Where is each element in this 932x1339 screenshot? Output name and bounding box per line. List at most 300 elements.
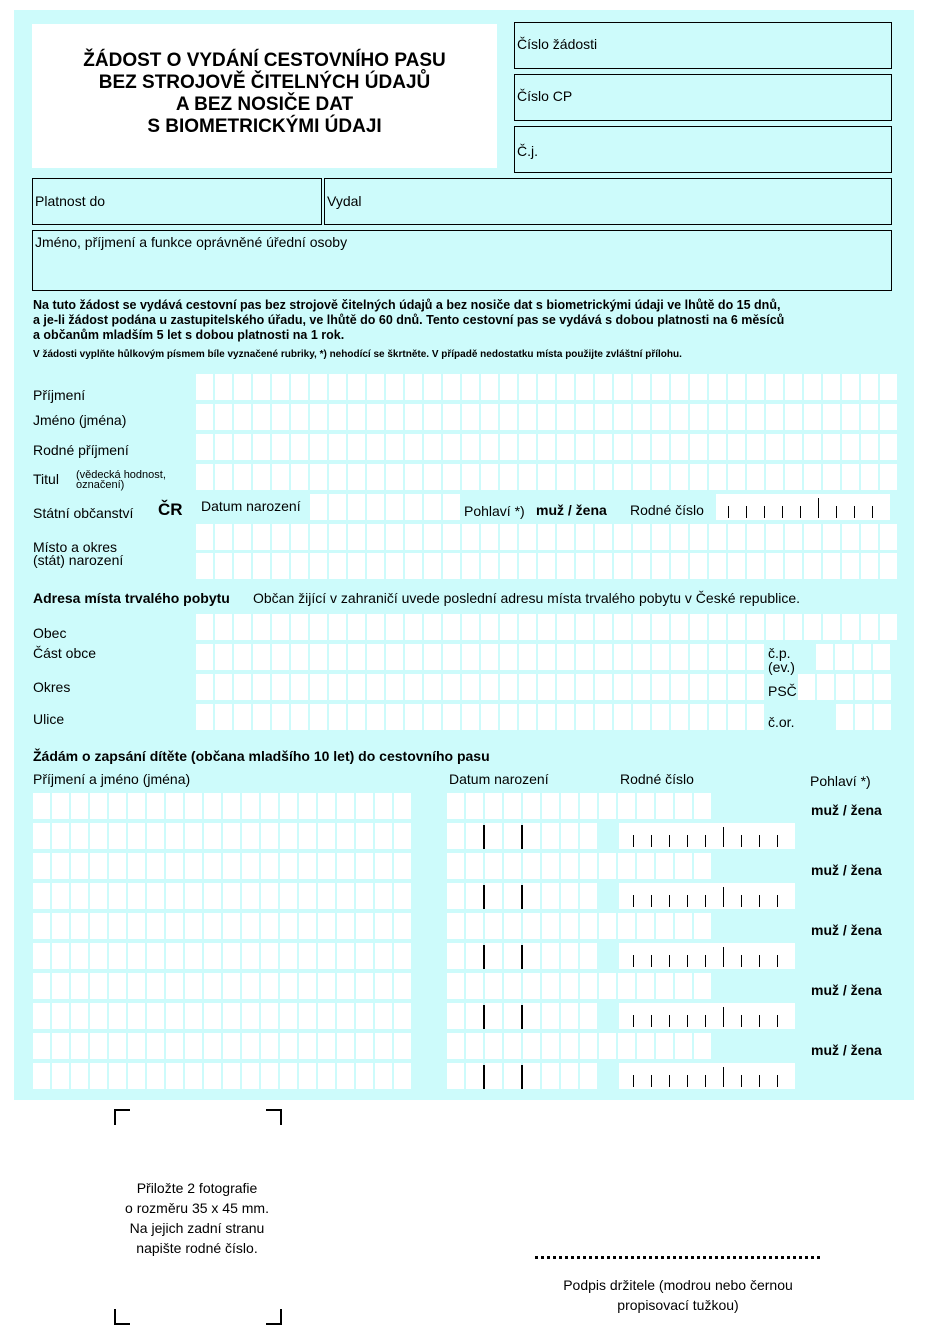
char-cell[interactable] [880, 524, 897, 550]
char-cell[interactable] [196, 553, 213, 579]
char-cell[interactable] [280, 1033, 297, 1059]
char-cell[interactable] [481, 524, 498, 550]
char-cell[interactable] [542, 823, 559, 849]
misto-narozeni-cells2[interactable] [196, 553, 899, 579]
char-cell[interactable] [253, 614, 270, 640]
char-cell[interactable] [405, 464, 422, 490]
char-cell[interactable] [310, 404, 327, 430]
char-cell[interactable] [310, 644, 327, 670]
char-cell[interactable] [310, 494, 327, 520]
child-name-cells[interactable] [33, 913, 413, 939]
char-cell[interactable] [204, 853, 221, 879]
char-cell[interactable] [709, 524, 726, 550]
char-cell[interactable] [538, 404, 555, 430]
char-cell[interactable] [538, 524, 555, 550]
char-cell[interactable] [523, 823, 540, 849]
pohlavi-muz-zena[interactable]: muž / žena [536, 502, 607, 518]
char-cell[interactable] [318, 943, 335, 969]
char-cell[interactable] [299, 823, 316, 849]
char-cell[interactable] [466, 973, 483, 999]
char-cell[interactable] [71, 823, 88, 849]
char-cell[interactable] [147, 793, 164, 819]
char-cell[interactable] [367, 434, 384, 460]
char-cell[interactable] [424, 404, 441, 430]
char-cell[interactable] [633, 614, 650, 640]
char-cell[interactable] [466, 913, 483, 939]
char-cell[interactable] [242, 793, 259, 819]
char-cell[interactable] [500, 614, 517, 640]
char-cell[interactable] [253, 674, 270, 700]
char-cell[interactable] [386, 553, 403, 579]
char-cell[interactable] [462, 374, 479, 400]
char-cell[interactable] [204, 913, 221, 939]
child-name-cells[interactable] [33, 943, 413, 969]
char-cell[interactable] [656, 973, 673, 999]
char-cell[interactable] [747, 404, 764, 430]
char-cell[interactable] [671, 644, 688, 670]
char-cell[interactable] [215, 644, 232, 670]
char-cell[interactable] [709, 553, 726, 579]
char-cell[interactable] [166, 913, 183, 939]
char-cell[interactable] [71, 973, 88, 999]
char-cell[interactable] [675, 973, 692, 999]
char-cell[interactable] [500, 464, 517, 490]
char-cell[interactable] [747, 553, 764, 579]
char-cell[interactable] [580, 1003, 597, 1029]
char-cell[interactable] [542, 883, 559, 909]
char-cell[interactable] [785, 524, 802, 550]
child-date-cells[interactable] [447, 823, 599, 849]
char-cell[interactable] [367, 524, 384, 550]
char-cell[interactable] [71, 1033, 88, 1059]
char-cell[interactable] [242, 1003, 259, 1029]
char-cell[interactable] [466, 823, 483, 849]
char-cell[interactable] [394, 793, 411, 819]
char-cell[interactable] [223, 883, 240, 909]
cast-obce-cells[interactable] [196, 644, 766, 670]
child-sex-option[interactable]: muž / žena [811, 802, 882, 818]
char-cell[interactable] [234, 614, 251, 640]
char-cell[interactable] [33, 793, 50, 819]
char-cell[interactable] [375, 913, 392, 939]
char-cell[interactable] [196, 644, 213, 670]
char-cell[interactable] [272, 704, 289, 730]
char-cell[interactable] [253, 464, 270, 490]
char-cell[interactable] [671, 434, 688, 460]
char-cell[interactable] [443, 614, 460, 640]
opravnena-osoba-field[interactable] [32, 230, 892, 291]
char-cell[interactable] [166, 1003, 183, 1029]
char-cell[interactable] [675, 853, 692, 879]
char-cell[interactable] [52, 1033, 69, 1059]
char-cell[interactable] [842, 524, 859, 550]
char-cell[interactable] [709, 614, 726, 640]
char-cell[interactable] [766, 374, 783, 400]
child-name-cells[interactable] [33, 883, 413, 909]
char-cell[interactable] [356, 913, 373, 939]
char-cell[interactable] [367, 404, 384, 430]
char-cell[interactable] [580, 793, 597, 819]
char-cell[interactable] [656, 1033, 673, 1059]
char-cell[interactable] [405, 434, 422, 460]
char-cell[interactable] [874, 704, 891, 730]
char-cell[interactable] [280, 883, 297, 909]
child-name-cells[interactable] [33, 853, 413, 879]
child-date-cells[interactable] [447, 853, 713, 879]
char-cell[interactable] [166, 1063, 183, 1089]
char-cell[interactable] [557, 434, 574, 460]
char-cell[interactable] [261, 913, 278, 939]
char-cell[interactable] [253, 644, 270, 670]
char-cell[interactable] [576, 614, 593, 640]
char-cell[interactable] [690, 553, 707, 579]
char-cell[interactable] [614, 674, 631, 700]
char-cell[interactable] [329, 524, 346, 550]
char-cell[interactable] [656, 853, 673, 879]
char-cell[interactable] [523, 913, 540, 939]
char-cell[interactable] [542, 1003, 559, 1029]
char-cell[interactable] [424, 674, 441, 700]
char-cell[interactable] [253, 434, 270, 460]
char-cell[interactable] [242, 853, 259, 879]
char-cell[interactable] [223, 823, 240, 849]
cp-cells[interactable] [816, 644, 892, 670]
char-cell[interactable] [466, 793, 483, 819]
char-cell[interactable] [504, 913, 521, 939]
char-cell[interactable] [633, 553, 650, 579]
char-cell[interactable] [842, 434, 859, 460]
char-cell[interactable] [261, 853, 278, 879]
char-cell[interactable] [766, 614, 783, 640]
child-date-cells[interactable] [447, 973, 713, 999]
char-cell[interactable] [128, 1003, 145, 1029]
char-cell[interactable] [618, 853, 635, 879]
char-cell[interactable] [215, 704, 232, 730]
char-cell[interactable] [618, 913, 635, 939]
char-cell[interactable] [318, 973, 335, 999]
char-cell[interactable] [542, 973, 559, 999]
char-cell[interactable] [462, 674, 479, 700]
char-cell[interactable] [272, 553, 289, 579]
char-cell[interactable] [816, 644, 833, 670]
char-cell[interactable] [443, 494, 460, 520]
char-cell[interactable] [253, 524, 270, 550]
char-cell[interactable] [633, 674, 650, 700]
char-cell[interactable] [466, 943, 483, 969]
char-cell[interactable] [424, 374, 441, 400]
char-cell[interactable] [356, 1063, 373, 1089]
char-cell[interactable] [561, 943, 578, 969]
char-cell[interactable] [443, 464, 460, 490]
char-cell[interactable] [234, 464, 251, 490]
char-cell[interactable] [405, 674, 422, 700]
char-cell[interactable] [785, 434, 802, 460]
char-cell[interactable] [595, 553, 612, 579]
char-cell[interactable] [614, 434, 631, 460]
char-cell[interactable] [542, 943, 559, 969]
char-cell[interactable] [576, 674, 593, 700]
char-cell[interactable] [447, 1003, 464, 1029]
char-cell[interactable] [223, 973, 240, 999]
char-cell[interactable] [637, 793, 654, 819]
char-cell[interactable] [375, 883, 392, 909]
char-cell[interactable] [280, 1063, 297, 1089]
char-cell[interactable] [447, 853, 464, 879]
child-rodne-cislo-field[interactable] [619, 883, 795, 909]
char-cell[interactable] [595, 644, 612, 670]
char-cell[interactable] [52, 823, 69, 849]
char-cell[interactable] [481, 704, 498, 730]
char-cell[interactable] [728, 644, 745, 670]
char-cell[interactable] [310, 374, 327, 400]
char-cell[interactable] [709, 434, 726, 460]
child-date-cells[interactable] [447, 943, 599, 969]
char-cell[interactable] [671, 553, 688, 579]
char-cell[interactable] [280, 823, 297, 849]
char-cell[interactable] [766, 404, 783, 430]
char-cell[interactable] [90, 793, 107, 819]
char-cell[interactable] [561, 1063, 578, 1089]
char-cell[interactable] [261, 1033, 278, 1059]
char-cell[interactable] [538, 704, 555, 730]
char-cell[interactable] [242, 973, 259, 999]
char-cell[interactable] [519, 704, 536, 730]
char-cell[interactable] [766, 464, 783, 490]
char-cell[interactable] [196, 614, 213, 640]
char-cell[interactable] [147, 823, 164, 849]
char-cell[interactable] [614, 464, 631, 490]
child-rodne-cislo-field[interactable] [619, 1003, 795, 1029]
char-cell[interactable] [33, 973, 50, 999]
char-cell[interactable] [394, 913, 411, 939]
char-cell[interactable] [71, 943, 88, 969]
char-cell[interactable] [861, 464, 878, 490]
platnost-do-field[interactable] [32, 178, 322, 225]
char-cell[interactable] [261, 793, 278, 819]
char-cell[interactable] [690, 644, 707, 670]
char-cell[interactable] [561, 973, 578, 999]
char-cell[interactable] [375, 853, 392, 879]
char-cell[interactable] [367, 553, 384, 579]
char-cell[interactable] [690, 614, 707, 640]
char-cell[interactable] [394, 853, 411, 879]
char-cell[interactable] [709, 404, 726, 430]
char-cell[interactable] [652, 524, 669, 550]
obec-cells[interactable] [196, 614, 899, 640]
char-cell[interactable] [690, 464, 707, 490]
char-cell[interactable] [90, 1063, 107, 1089]
char-cell[interactable] [215, 464, 232, 490]
char-cell[interactable] [291, 464, 308, 490]
char-cell[interactable] [747, 524, 764, 550]
char-cell[interactable] [466, 1003, 483, 1029]
char-cell[interactable] [299, 973, 316, 999]
char-cell[interactable] [348, 524, 365, 550]
char-cell[interactable] [675, 913, 692, 939]
char-cell[interactable] [728, 553, 745, 579]
char-cell[interactable] [599, 1033, 616, 1059]
char-cell[interactable] [485, 823, 502, 849]
char-cell[interactable] [804, 374, 821, 400]
char-cell[interactable] [185, 853, 202, 879]
char-cell[interactable] [709, 464, 726, 490]
char-cell[interactable] [215, 674, 232, 700]
char-cell[interactable] [90, 973, 107, 999]
char-cell[interactable] [234, 644, 251, 670]
signature-line[interactable] [535, 1256, 820, 1259]
char-cell[interactable] [861, 374, 878, 400]
char-cell[interactable] [109, 793, 126, 819]
char-cell[interactable] [71, 1063, 88, 1089]
char-cell[interactable] [33, 853, 50, 879]
char-cell[interactable] [817, 674, 834, 700]
char-cell[interactable] [242, 943, 259, 969]
char-cell[interactable] [185, 1033, 202, 1059]
char-cell[interactable] [272, 644, 289, 670]
char-cell[interactable] [523, 1003, 540, 1029]
char-cell[interactable] [337, 943, 354, 969]
char-cell[interactable] [542, 913, 559, 939]
char-cell[interactable] [318, 913, 335, 939]
char-cell[interactable] [234, 404, 251, 430]
char-cell[interactable] [485, 973, 502, 999]
char-cell[interactable] [337, 1033, 354, 1059]
child-rodne-cislo-field[interactable] [619, 943, 795, 969]
char-cell[interactable] [147, 853, 164, 879]
char-cell[interactable] [424, 524, 441, 550]
char-cell[interactable] [109, 883, 126, 909]
char-cell[interactable] [242, 883, 259, 909]
char-cell[interactable] [823, 553, 840, 579]
char-cell[interactable] [690, 404, 707, 430]
char-cell[interactable] [519, 404, 536, 430]
char-cell[interactable] [234, 553, 251, 579]
char-cell[interactable] [599, 973, 616, 999]
char-cell[interactable] [367, 464, 384, 490]
char-cell[interactable] [147, 1033, 164, 1059]
char-cell[interactable] [337, 853, 354, 879]
char-cell[interactable] [443, 434, 460, 460]
char-cell[interactable] [481, 374, 498, 400]
char-cell[interactable] [348, 553, 365, 579]
char-cell[interactable] [500, 674, 517, 700]
char-cell[interactable] [337, 1063, 354, 1089]
char-cell[interactable] [595, 434, 612, 460]
char-cell[interactable] [52, 913, 69, 939]
psc-cells[interactable] [798, 674, 893, 700]
char-cell[interactable] [561, 883, 578, 909]
char-cell[interactable] [109, 1003, 126, 1029]
char-cell[interactable] [424, 614, 441, 640]
char-cell[interactable] [90, 943, 107, 969]
char-cell[interactable] [637, 1033, 654, 1059]
char-cell[interactable] [798, 674, 815, 700]
char-cell[interactable] [196, 404, 213, 430]
char-cell[interactable] [272, 464, 289, 490]
char-cell[interactable] [557, 644, 574, 670]
char-cell[interactable] [523, 793, 540, 819]
char-cell[interactable] [318, 1003, 335, 1029]
char-cell[interactable] [880, 464, 897, 490]
char-cell[interactable] [242, 823, 259, 849]
char-cell[interactable] [90, 883, 107, 909]
char-cell[interactable] [291, 404, 308, 430]
char-cell[interactable] [204, 1033, 221, 1059]
char-cell[interactable] [337, 793, 354, 819]
char-cell[interactable] [147, 973, 164, 999]
char-cell[interactable] [675, 1033, 692, 1059]
char-cell[interactable] [694, 1033, 711, 1059]
char-cell[interactable] [823, 614, 840, 640]
char-cell[interactable] [367, 704, 384, 730]
char-cell[interactable] [485, 943, 502, 969]
char-cell[interactable] [280, 913, 297, 939]
char-cell[interactable] [538, 374, 555, 400]
char-cell[interactable] [356, 973, 373, 999]
char-cell[interactable] [128, 853, 145, 879]
char-cell[interactable] [836, 704, 853, 730]
char-cell[interactable] [52, 943, 69, 969]
char-cell[interactable] [329, 614, 346, 640]
char-cell[interactable] [329, 553, 346, 579]
char-cell[interactable] [523, 883, 540, 909]
char-cell[interactable] [329, 494, 346, 520]
char-cell[interactable] [367, 644, 384, 670]
char-cell[interactable] [272, 404, 289, 430]
char-cell[interactable] [747, 614, 764, 640]
char-cell[interactable] [204, 1003, 221, 1029]
char-cell[interactable] [318, 793, 335, 819]
char-cell[interactable] [542, 1063, 559, 1089]
char-cell[interactable] [447, 973, 464, 999]
char-cell[interactable] [348, 674, 365, 700]
char-cell[interactable] [310, 614, 327, 640]
char-cell[interactable] [481, 553, 498, 579]
char-cell[interactable] [185, 913, 202, 939]
char-cell[interactable] [652, 644, 669, 670]
child-date-cells[interactable] [447, 793, 713, 819]
char-cell[interactable] [71, 793, 88, 819]
char-cell[interactable] [557, 553, 574, 579]
char-cell[interactable] [466, 1033, 483, 1059]
char-cell[interactable] [447, 943, 464, 969]
char-cell[interactable] [196, 374, 213, 400]
char-cell[interactable] [310, 704, 327, 730]
char-cell[interactable] [348, 494, 365, 520]
char-cell[interactable] [500, 404, 517, 430]
char-cell[interactable] [481, 674, 498, 700]
char-cell[interactable] [880, 614, 897, 640]
char-cell[interactable] [747, 464, 764, 490]
child-name-cells[interactable] [33, 1063, 413, 1089]
char-cell[interactable] [595, 704, 612, 730]
char-cell[interactable] [329, 374, 346, 400]
char-cell[interactable] [500, 434, 517, 460]
child-sex-option[interactable]: muž / žena [811, 982, 882, 998]
okres-cells[interactable] [196, 674, 766, 700]
char-cell[interactable] [204, 883, 221, 909]
char-cell[interactable] [242, 1063, 259, 1089]
char-cell[interactable] [504, 943, 521, 969]
char-cell[interactable] [614, 404, 631, 430]
char-cell[interactable] [261, 1063, 278, 1089]
char-cell[interactable] [234, 434, 251, 460]
char-cell[interactable] [215, 374, 232, 400]
char-cell[interactable] [785, 553, 802, 579]
char-cell[interactable] [728, 434, 745, 460]
char-cell[interactable] [873, 644, 890, 670]
char-cell[interactable] [690, 524, 707, 550]
